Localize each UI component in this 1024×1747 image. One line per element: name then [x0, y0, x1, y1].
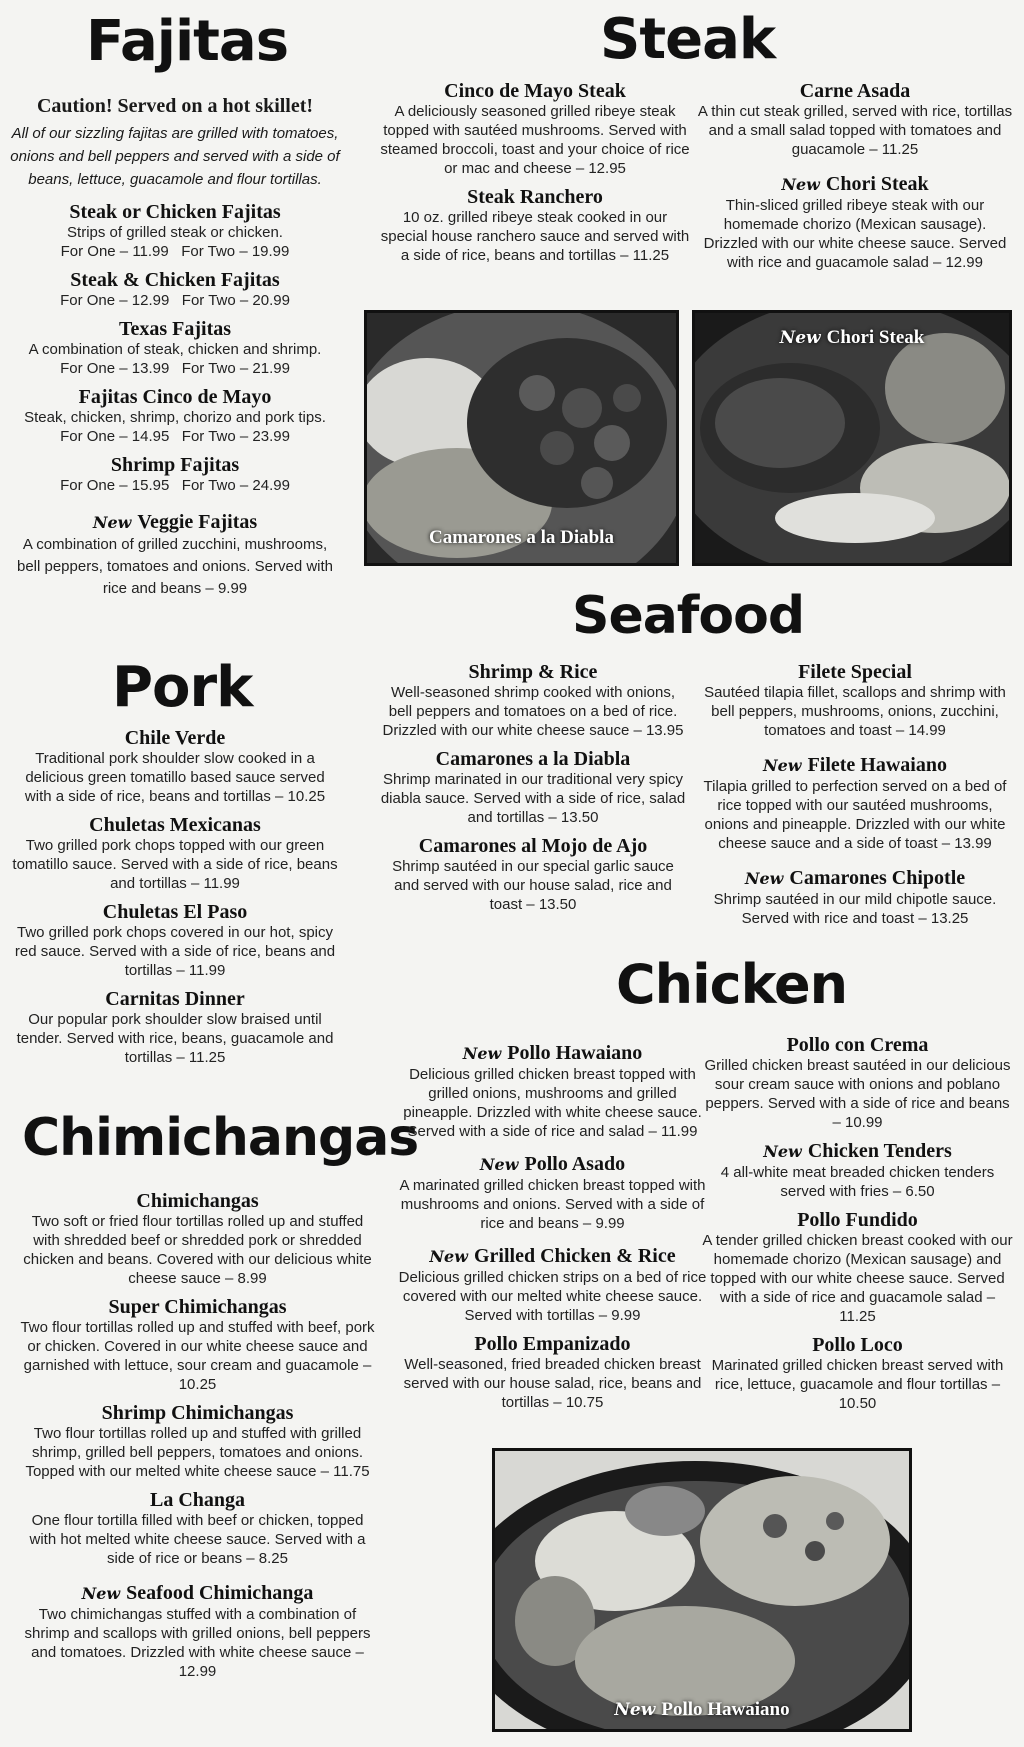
- item-description: Grilled chicken breast sautéed in our delicious sour cream sauce with onions and poblano peppers. Served with a side of rice and beans – 10.99: [704, 1057, 1011, 1131]
- item-name: Pollo con Crema: [786, 1034, 929, 1056]
- item-price: For One – 15.95 For Two – 24.99: [60, 477, 290, 494]
- menu-item: [10, 814, 340, 893]
- item-name: Pollo Empanizado: [474, 1333, 631, 1355]
- photo-chori-steak: [692, 310, 1012, 566]
- fajitas-intro: All of our sizzling fajitas are grilled with tomatoes, onions and bell peppers and served with a side of beans, lettuce, guacamole and flour tortillas.: [10, 125, 340, 188]
- photo-pollo-hawaiano: [492, 1448, 912, 1732]
- item-description: A combination of grilled zucchini, mushrooms, bell peppers, tomatoes and onions. Served with rice and beans – 9.99: [16, 536, 334, 597]
- item-name: New Camarones Chipotle: [744, 867, 966, 889]
- menu-item: [695, 867, 1015, 928]
- menu-item: [395, 1042, 710, 1141]
- item-description: A combination of steak, chicken and shrimp.: [28, 341, 322, 358]
- item-name: Chimichangas: [136, 1190, 259, 1212]
- menu-item: [10, 318, 340, 378]
- new-badge: New: [744, 869, 784, 888]
- new-badge: New: [762, 756, 802, 775]
- menu-item: [10, 386, 340, 446]
- menu-item: [700, 1034, 1015, 1132]
- new-badge: New: [781, 175, 820, 194]
- menu-item: [695, 661, 1015, 740]
- section-title-fajitas: Fajitas: [86, 9, 289, 74]
- item-name: Chuletas El Paso: [102, 901, 248, 923]
- item-description: Sautéed tilapia fillet, scallops and shrimp with bell peppers, mushrooms, onions, zucchini, tomatoes and toast – 14.99: [704, 684, 1006, 739]
- menu-item: [10, 901, 340, 980]
- section-title-seafood: Seafood: [572, 586, 805, 646]
- item-description: One flour tortilla filled with beef or chicken, topped with hot melted white cheese sauce. Served with a side of rice or beans – 8.25: [29, 1512, 366, 1567]
- item-description: Strips of grilled steak or chicken.: [67, 224, 283, 241]
- item-price: For One – 12.99 For Two – 20.99: [60, 292, 290, 309]
- menu-item: [700, 1140, 1015, 1201]
- menu-item: [695, 80, 1015, 159]
- menu-item: [380, 80, 690, 178]
- new-badge: New: [429, 1247, 468, 1266]
- item-description: A thin cut steak grilled, served with rice, tortillas and a small salad topped with tomatoes and guacamole – 11.25: [697, 103, 1013, 158]
- new-badge: New: [779, 328, 821, 348]
- item-description: Shrimp sautéed in our mild chipotle sauce. Served with rice and toast – 13.25: [713, 891, 997, 927]
- menu-item: [20, 1296, 375, 1394]
- item-description: Traditional pork shoulder slow cooked in a delicious green tomatillo based sauce served with a side of rice, beans and tortillas – 10.25: [24, 750, 326, 805]
- new-badge: New: [462, 1044, 502, 1063]
- item-name: La Changa: [149, 1489, 246, 1511]
- pork-column: [10, 727, 340, 1075]
- item-name: Super Chimichangas: [108, 1296, 287, 1318]
- menu-item: [20, 1402, 375, 1481]
- menu-item: [10, 269, 340, 310]
- item-name: Pollo Fundido: [797, 1209, 918, 1231]
- item-description: Delicious grilled chicken strips on a bed of rice covered with our melted white cheese sauce. Served with tortillas – 9.99: [398, 1269, 707, 1324]
- item-name: New Chicken Tenders: [763, 1140, 952, 1162]
- item-name: Pollo Loco: [812, 1334, 903, 1356]
- menu-item: [395, 1153, 710, 1233]
- item-price: For One – 14.95 For Two – 23.99: [60, 428, 290, 445]
- new-badge: New: [763, 1142, 802, 1161]
- menu-item: [378, 748, 688, 827]
- menu-item: [10, 988, 340, 1067]
- menu-item: [20, 1489, 375, 1568]
- item-description: Tilapia grilled to perfection served on a bed of rice topped with our sautéed mushrooms, onions and pineapple. Drizzled with our white cheese sauce and a side of toast – 13.99: [703, 778, 1007, 852]
- item-description: Shrimp sautéed in our special garlic sauce and served with our house salad, rice and toast – 13.50: [392, 858, 674, 913]
- item-description: 10 oz. grilled ribeye steak cooked in our special house ranchero sauce and served with a side of rice, beans and tortillas – 11.25: [380, 209, 690, 264]
- food-photo-illustration: [695, 313, 1009, 563]
- menu-item: [10, 727, 340, 806]
- item-price: For One – 13.99 For Two – 21.99: [60, 360, 290, 377]
- item-name: New Grilled Chicken & Rice: [429, 1245, 676, 1267]
- caution-text: Caution! Served on a hot skillet!: [36, 95, 314, 117]
- item-name: Chuletas Mexicanas: [89, 814, 261, 836]
- item-name: Carnitas Dinner: [105, 988, 245, 1010]
- menu-item: [695, 173, 1015, 272]
- item-description: A tender grilled chicken breast cooked with our homemade chorizo (Mexican sausage) and topped with our white cheese sauce. Served with a side of rice and guacamole salad – 11.25: [702, 1232, 1013, 1325]
- item-name: Shrimp & Rice: [468, 661, 598, 683]
- item-name: Chile Verde: [124, 727, 226, 749]
- menu-item: [695, 754, 1015, 853]
- menu-item: [395, 1245, 710, 1325]
- menu-item: [10, 454, 340, 495]
- item-name: Carne Asada: [799, 80, 911, 102]
- item-description: Well-seasoned shrimp cooked with onions, bell peppers and tomatoes on a bed of rice. Drizzled with our white cheese sauce – 13.95: [382, 684, 684, 739]
- item-name: Camarones al Mojo de Ajo: [418, 835, 648, 857]
- item-description: Two soft or fried flour tortillas rolled up and stuffed with shredded beef or shredded pork or shredded chicken and beans. Covered with our delicious white cheese sauce – 8.99: [23, 1213, 372, 1287]
- chimichangas-column: [20, 1190, 375, 1689]
- item-description: Two chimichangas stuffed with a combination of shrimp and scallops with grilled onions, bell peppers and tomatoes. Drizzled with white cheese sauce – 12.99: [24, 1606, 371, 1680]
- menu-item: [10, 511, 340, 600]
- item-name: Camarones a la Diabla: [435, 748, 631, 770]
- item-name: Steak & Chicken Fajitas: [70, 269, 280, 291]
- item-description: Two grilled pork chops topped with our green tomatillo sauce. Served with a side of rice, beans and tortillas – 11.99: [12, 837, 338, 892]
- item-description: Well-seasoned, fried breaded chicken breast served with our house salad, rice, beans and tortillas – 10.75: [403, 1356, 702, 1411]
- photo-camarones-diabla: [364, 310, 679, 566]
- item-name: Shrimp Chimichangas: [101, 1402, 294, 1424]
- new-badge: New: [92, 513, 132, 532]
- item-description: 4 all-white meat breaded chicken tenders served with fries – 6.50: [720, 1164, 995, 1200]
- item-name: Cinco de Mayo Steak: [444, 80, 626, 102]
- item-description: Steak, chicken, shrimp, chorizo and pork tips.: [24, 409, 326, 426]
- item-name: Shrimp Fajitas: [110, 454, 240, 476]
- section-title-chimichangas: Chimichangas: [22, 1108, 419, 1168]
- fajitas-column: [10, 94, 340, 608]
- photo-caption: Camarones a la Diabla: [429, 527, 614, 548]
- photo-caption: New Pollo Hawaiano: [614, 1699, 790, 1720]
- item-description: Two flour tortillas rolled up and stuffed with beef, pork or chicken. Covered in our white cheese sauce and garnished with lettuce, sour cream and guacamole – 10.25: [20, 1319, 375, 1393]
- item-description: Two flour tortillas rolled up and stuffed with grilled shrimp, grilled bell peppers, tomatoes and onions. Topped with our melted white cheese sauce – 11.75: [25, 1425, 370, 1480]
- seafood-left-column: [378, 661, 688, 922]
- section-title-chicken: Chicken: [616, 953, 848, 1016]
- item-description: Our popular pork shoulder slow braised until tender. Served with rice, beans, guacamole and tortillas – 11.25: [16, 1011, 334, 1066]
- item-description: A marinated grilled chicken breast topped with mushrooms and onions. Served with a side of rice and beans – 9.99: [399, 1177, 706, 1232]
- new-badge: New: [81, 1584, 121, 1603]
- item-price: For One – 11.99 For Two – 19.99: [60, 243, 290, 260]
- food-photo-illustration: [367, 313, 676, 563]
- seafood-right-column: [695, 661, 1015, 936]
- item-description: Shrimp marinated in our traditional very spicy diabla sauce. Served with a side of rice, salad and tortillas – 13.50: [380, 771, 686, 826]
- item-name: New Pollo Hawaiano: [462, 1042, 643, 1064]
- photo-caption: New Chori Steak: [779, 327, 925, 348]
- menu-item: [20, 1190, 375, 1288]
- section-title-steak: Steak: [600, 7, 776, 72]
- menu-item: [700, 1209, 1015, 1326]
- steak-left-column: [380, 80, 690, 273]
- item-name: New Veggie Fajitas: [92, 511, 258, 533]
- item-name: Texas Fajitas: [118, 318, 232, 340]
- section-title-pork: Pork: [112, 655, 253, 720]
- item-description: A deliciously seasoned grilled ribeye steak topped with sautéed mushrooms. Served with steamed broccoli, toast and your choice of rice or mac and cheese – 12.95: [380, 103, 690, 177]
- new-badge: New: [479, 1155, 519, 1174]
- item-name: New Filete Hawaiano: [762, 754, 947, 776]
- food-photo-illustration: [495, 1451, 909, 1729]
- chicken-right-column: [700, 1034, 1015, 1421]
- item-name: Fajitas Cinco de Mayo: [78, 386, 272, 408]
- menu-item: [378, 835, 688, 914]
- item-name: New Seafood Chimichanga: [81, 1582, 314, 1604]
- menu-item: [380, 186, 690, 265]
- chicken-left-column: [395, 1042, 710, 1420]
- item-description: Delicious grilled chicken breast topped with grilled onions, mushrooms and grilled pineapple. Drizzled with white cheese sauce. Served with a side of rice and salad – 11.99: [403, 1066, 702, 1140]
- menu-item: [10, 201, 340, 261]
- item-name: New Chori Steak: [781, 173, 929, 195]
- item-description: Thin-sliced grilled ribeye steak with our homemade chorizo (Mexican sausage). Drizzled with our white cheese sauce. Served with rice and guacamole salad – 12.99: [703, 197, 1007, 271]
- menu-item: [378, 661, 688, 740]
- new-badge: New: [614, 1700, 656, 1720]
- steak-right-column: [695, 80, 1015, 280]
- menu-item: [700, 1334, 1015, 1413]
- menu-item: [395, 1333, 710, 1412]
- item-name: Steak or Chicken Fajitas: [69, 201, 281, 223]
- item-name: Filete Special: [798, 661, 912, 683]
- menu-item: [20, 1582, 375, 1681]
- item-name: New Pollo Asado: [479, 1153, 626, 1175]
- item-description: Two grilled pork chops covered in our hot, spicy red sauce. Served with a side of rice, beans and tortillas – 11.99: [14, 924, 336, 979]
- item-description: Marinated grilled chicken breast served with rice, lettuce, guacamole and flour tortillas – 10.50: [711, 1357, 1004, 1412]
- item-name: Steak Ranchero: [467, 186, 603, 208]
